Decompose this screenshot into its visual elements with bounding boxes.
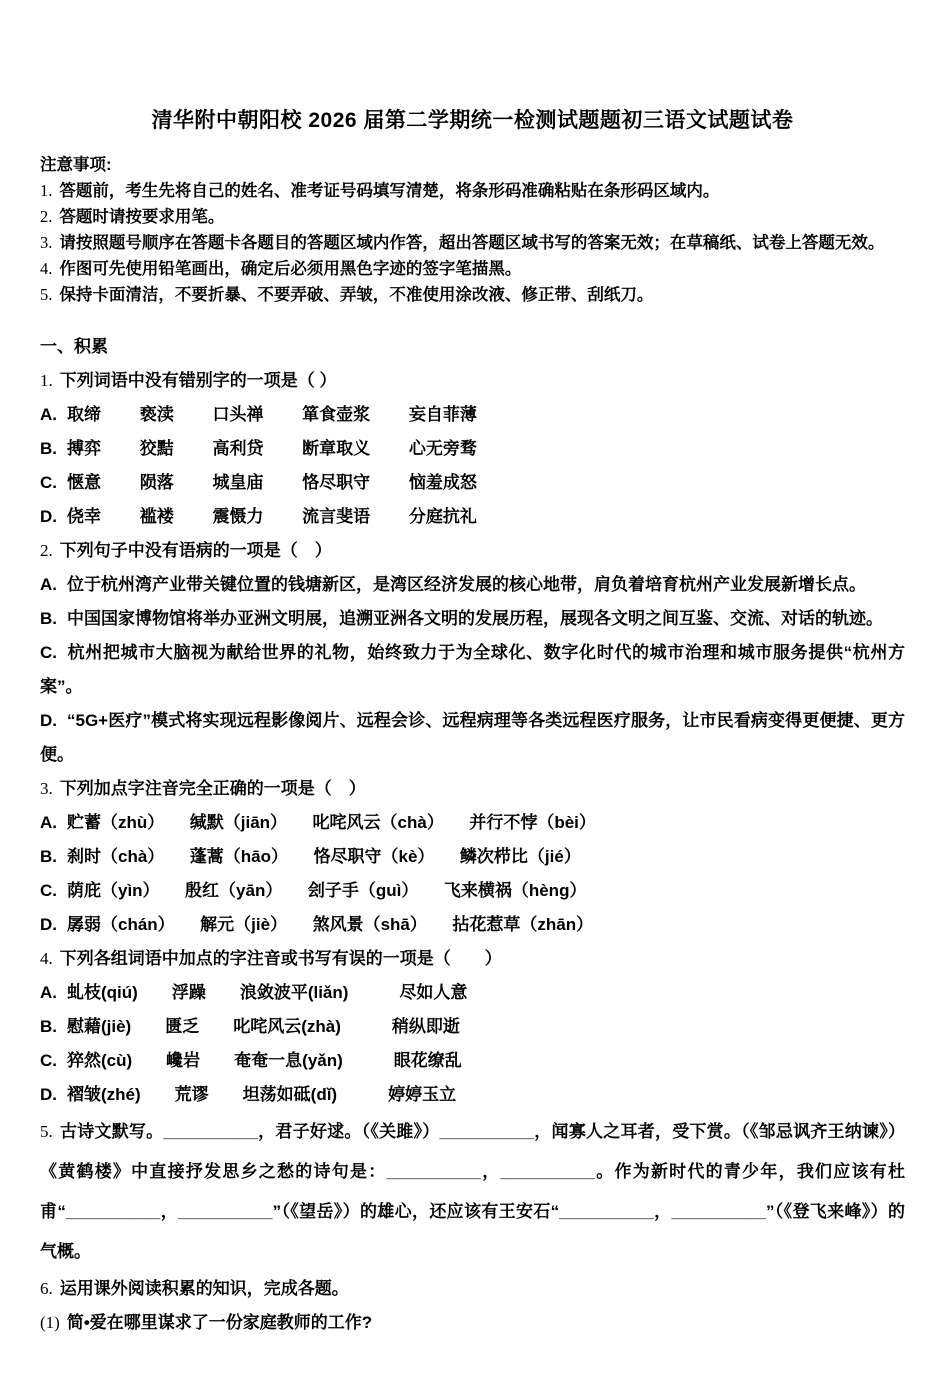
question-2-number: 2. [40,541,53,560]
notice-section [40,152,905,308]
question-5 [40,1112,905,1272]
section-heading-accumulation: 一、积累 [40,337,108,356]
option-text: 杭州把城市大脑视为献给世界的礼物，始终致力于为全球化、数字化时代的城市治理和城市服务提供“杭州方案”。 [40,643,905,696]
question-3-stem [40,772,905,806]
option-text: 荫庇（yìn） 殷红（yān） 刽子手（guì） 飞来横祸（hèng） [67,881,587,900]
notice-item-1-text: 答题前，考生先将自己的姓名、准考证号码填写清楚，将条形码准确粘贴在条形码区域内。 [59,182,720,200]
question-6-stem [40,1272,905,1306]
question-1-option-a [40,398,905,432]
question-2-stem [40,534,905,568]
question-5-number: 5. [40,1122,53,1141]
notice-item-5 [40,282,905,308]
option-text: 位于杭州湾产业带关键位置的钱塘新区，是湾区经济发展的核心地带，肩负着培育杭州产业发展新增长点。 [67,575,866,594]
question-6-part-1-number: (1) [40,1313,60,1332]
option-label-d: D. [40,507,57,526]
question-1-option-c [40,466,905,500]
option-label-b: B. [40,609,57,628]
notice-item-5-text: 保持卡面清洁，不要折暴、不要弄破、弄皱，不准使用涂改液、修正带、刮纸刀。 [59,286,654,304]
question-1-option-d [40,500,905,534]
option-text: 惬意 陨落 城皇庙 恪尽职守 恼羞成怒 [67,473,477,492]
question-5-text: 古诗文默写。__________，君子好逑。（《关雎》）__________，闻寡人之耳者，受下赏。（《邹忌讽齐王纳谏》）《黄鹤楼》中直接抒发思乡之愁的诗句是：__________，__________。作为新时代的青少年，我们应该有杜甫“__________，__________”（《望岳》）的雄心，还应该有王安石“__________，__________”（《登飞来峰》）的气概。 [40,1122,905,1261]
question-2-option-b [40,602,905,636]
notice-item-3-number: 3. [40,233,53,252]
option-text: 慰藉(jiè) 匮乏 叱咤风云(zhà) 稍纵即逝 [67,1017,460,1036]
option-text: “5G+医疗”模式将实现远程影像阅片、远程会诊、远程病理等各类远程医疗服务，让市民看病变得更便捷、更方便。 [40,711,905,764]
option-text: 贮蓄（zhù） 缄默（jiān） 叱咤风云（chà） 并行不悖（bèi） [67,813,596,832]
notice-item-4-number: 4. [40,259,53,278]
exam-body [40,330,905,1340]
option-label-a: A. [40,813,57,832]
option-text: 虬枝(qiú) 浮躁 浪敛波平(liǎn) 尽如人意 [67,983,468,1002]
notice-item-2-number: 2. [40,207,53,226]
option-label-c: C. [40,643,57,662]
option-label-b: B. [40,847,57,866]
notice-item-1-number: 1. [40,181,53,200]
option-text: 搏弈 狡黠 高利贷 断章取义 心无旁骛 [67,439,477,458]
question-6-text: 运用课外阅读积累的知识，完成各题。 [59,1279,349,1298]
question-3-option-b [40,840,905,874]
notice-item-3-text: 请按照题号顺序在答题卡各题目的答题区域内作答，超出答题区域书写的答案无效；在草稿纸、试卷上答题无效。 [59,234,885,252]
question-4-stem [40,942,905,976]
option-label-d: D. [40,1085,57,1104]
question-3-text: 下列加点字注音完全正确的一项是（ ） [59,779,366,798]
question-2-option-a [40,568,905,602]
option-label-d: D. [40,711,57,730]
question-6-part-1 [40,1306,905,1340]
question-2-option-d [40,704,905,772]
option-label-b: B. [40,439,57,458]
option-label-d: D. [40,915,57,934]
question-4-option-b [40,1010,905,1044]
notice-heading: 注意事项: [40,156,112,174]
question-6-number: 6. [40,1279,53,1298]
option-text: 刹时（chà） 蓬蒿（hāo） 恪尽职守（kè） 鳞次栉比（jié） [67,847,581,866]
option-text: 中国国家博物馆将举办亚洲文明展，追溯亚洲各文明的发展历程，展现各文明之间互鉴、交流、对话的轨迹。 [67,609,883,628]
question-3-option-a [40,806,905,840]
question-2-option-c [40,636,905,704]
option-label-a: A. [40,575,57,594]
question-3-option-c [40,874,905,908]
notice-item-5-number: 5. [40,285,53,304]
option-label-a: A. [40,405,57,424]
option-label-b: B. [40,1017,57,1036]
option-label-c: C. [40,1051,57,1070]
notice-item-2-text: 答题时请按要求用笔。 [59,208,225,226]
question-4-text: 下列各组词语中加点的字注音或书写有误的一项是（ ） [59,949,502,968]
option-text: 孱弱（chán） 解元（jiè） 煞风景（shā） 拈花惹草（zhān） [67,915,594,934]
notice-item-2 [40,204,905,230]
option-label-a: A. [40,983,57,1002]
question-3-option-d [40,908,905,942]
question-4-option-d [40,1078,905,1112]
question-3-number: 3. [40,779,53,798]
question-1-number: 1. [40,371,53,390]
question-4-option-c [40,1044,905,1078]
option-label-c: C. [40,881,57,900]
option-label-c: C. [40,473,57,492]
option-text: 猝然(cù) 巉岩 奄奄一息(yǎn) 眼花缭乱 [67,1051,462,1070]
question-1-option-b [40,432,905,466]
question-4-number: 4. [40,949,53,968]
notice-item-4 [40,256,905,282]
page-title: 清华附中朝阳校 2026 届第二学期统一检测试题题初三语文试题试卷 [151,109,794,132]
option-text: 取缔 亵渎 口头禅 箪食壶浆 妄自菲薄 [67,405,477,424]
option-text: 侥幸 褴褛 震慑力 流言斐语 分庭抗礼 [67,507,477,526]
notice-item-1 [40,178,905,204]
question-4-option-a [40,976,905,1010]
notice-item-4-text: 作图可先使用铅笔画出，确定后必须用黑色字迹的签字笔描黑。 [59,260,522,278]
question-1-stem [40,364,905,398]
question-2-text: 下列句子中没有语病的一项是（ ） [59,541,332,560]
notice-item-3 [40,230,905,256]
question-6-part-1-text: 简•爱在哪里谋求了一份家庭教师的工作? [66,1313,373,1332]
option-text: 褶皱(zhé) 荒谬 坦荡如砥(dǐ) 婷婷玉立 [67,1085,457,1104]
question-1-text: 下列词语中没有错别字的一项是（ ） [59,371,337,390]
